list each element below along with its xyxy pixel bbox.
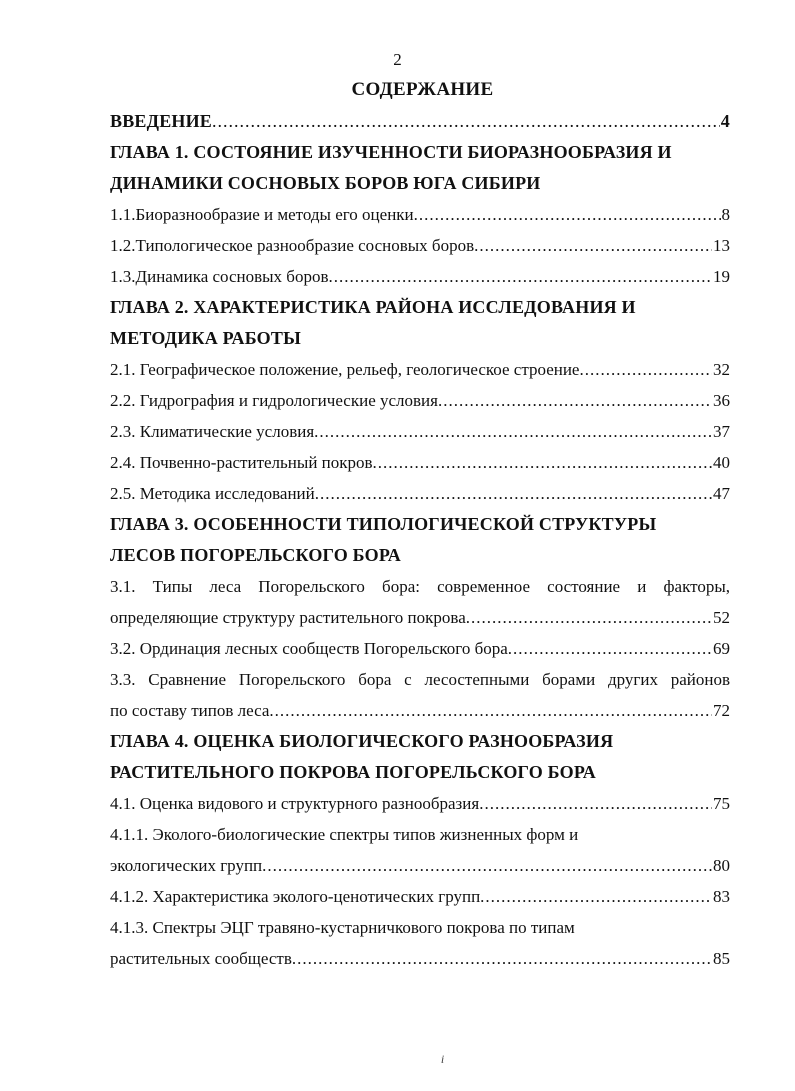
toc-leader-dots <box>212 106 720 137</box>
toc-entry-title: растительных сообществ <box>110 949 292 968</box>
toc-entry-title: 2.5. Методика исследований <box>110 484 315 503</box>
toc-leader-dots <box>508 633 712 664</box>
page-title: СОДЕРЖАНИЕ <box>351 79 494 100</box>
toc-line-s3-1a: 3.1. Типы леса Погорельского бора: современное состояние и факторы, <box>110 577 730 596</box>
toc-leader-dots <box>292 943 712 974</box>
toc-leader-dots <box>579 354 712 385</box>
toc-line-ch1-b: ДИНАМИКИ СОСНОВЫХ БОРОВ ЮГА СИБИРИ <box>110 173 541 193</box>
page-number: 2 <box>393 50 402 69</box>
toc-leader-dots <box>315 478 712 509</box>
toc-line-s3-3a: 3.3. Сравнение Погорельского бора с лесостепными борами других районов <box>110 670 730 689</box>
toc-line-s2-1 <box>110 354 730 385</box>
toc-page-number: 47 <box>713 484 730 503</box>
toc-page-number: 36 <box>713 391 730 410</box>
toc-line-s2-3 <box>110 416 730 447</box>
toc-line-s3-1b <box>110 602 730 633</box>
toc-leader-dots <box>262 850 712 881</box>
toc-line-ch2-b: МЕТОДИКА РАБОТЫ <box>110 328 301 348</box>
toc-entry-title: экологических групп <box>110 856 263 875</box>
table-of-contents <box>110 106 730 974</box>
toc-page-number: 80 <box>713 856 730 875</box>
toc-entry-title: 2.1. Географическое положение, рельеф, геологическое строение <box>110 360 580 379</box>
toc-line-s3-3b <box>110 695 730 726</box>
toc-line-ch4-b: РАСТИТЕЛЬНОГО ПОКРОВА ПОГОРЕЛЬСКОГО БОРА <box>110 762 596 782</box>
toc-page-number: 72 <box>713 701 730 720</box>
toc-leader-dots <box>466 602 712 633</box>
toc-line-s4-1 <box>110 788 730 819</box>
toc-leader-dots <box>328 261 712 292</box>
toc-line-s2-2 <box>110 385 730 416</box>
toc-entry-title: 4.1.2. Характеристика эколого-ценотических групп <box>110 887 481 906</box>
toc-entry-title: определяющие структуру растительного покрова <box>110 608 466 627</box>
toc-line-ch3-b: ЛЕСОВ ПОГОРЕЛЬСКОГО БОРА <box>110 545 401 565</box>
toc-page-number: 83 <box>713 887 730 906</box>
toc-line-ch3-a: ГЛАВА 3. ОСОБЕННОСТИ ТИПОЛОГИЧЕСКОЙ СТРУКТУРЫ <box>110 514 657 534</box>
toc-page-number: 19 <box>713 267 730 286</box>
toc-page-number: 85 <box>713 949 730 968</box>
toc-line-ch2-a: ГЛАВА 2. ХАРАКТЕРИСТИКА РАЙОНА ИССЛЕДОВАНИЯ И <box>110 297 636 317</box>
toc-page-number: 69 <box>713 639 730 658</box>
toc-leader-dots <box>269 695 712 726</box>
toc-page-number: 75 <box>713 794 730 813</box>
toc-leader-dots <box>373 447 712 478</box>
toc-line-s4-1-1b <box>110 850 730 881</box>
toc-leader-dots <box>314 416 712 447</box>
toc-page-number: 40 <box>713 453 730 472</box>
toc-leader-dots <box>414 199 721 230</box>
toc-leader-dots <box>438 385 712 416</box>
toc-page-number: 52 <box>713 608 730 627</box>
toc-line-s2-4 <box>110 447 730 478</box>
toc-line-s4-1-1a: 4.1.1. Эколого-биологические спектры типов жизненных форм и <box>110 825 579 844</box>
toc-line-s1-1 <box>110 199 730 230</box>
toc-leader-dots <box>474 230 712 261</box>
toc-entry-title: 2.3. Климатические условия <box>110 422 315 441</box>
toc-entry-title: ВВЕДЕНИЕ <box>110 111 213 131</box>
footer-mark: i <box>440 1052 445 1066</box>
toc-page-number: 37 <box>713 422 730 441</box>
toc-page-number: 8 <box>721 205 730 224</box>
toc-line-ch1-a: ГЛАВА 1. СОСТОЯНИЕ ИЗУЧЕННОСТИ БИОРАЗНООБРАЗИЯ И <box>110 142 672 162</box>
toc-leader-dots <box>480 881 712 912</box>
toc-line-s3-2 <box>110 633 730 664</box>
toc-entry-title: по составу типов леса <box>110 701 270 720</box>
toc-line-s4-1-2 <box>110 881 730 912</box>
toc-entry-title: 3.2. Ординация лесных сообществ Погорельского бора <box>110 639 508 658</box>
toc-entry-title: 2.2. Гидрография и гидрологические условия <box>110 391 438 410</box>
toc-line-s2-5 <box>110 478 730 509</box>
toc-leader-dots <box>479 788 712 819</box>
toc-entry-title: 1.1.Биоразнообразие и методы его оценки <box>110 205 414 224</box>
toc-line-s4-1-3b <box>110 943 730 974</box>
toc-entry-title: 1.2.Типологическое разнообразие сосновых боров <box>110 236 475 255</box>
toc-page-number: 13 <box>713 236 730 255</box>
toc-entry-title: 1.3.Динамика сосновых боров <box>110 267 329 286</box>
toc-entry-title: 4.1. Оценка видового и структурного разнообразия <box>110 794 480 813</box>
toc-page-number: 4 <box>720 111 730 131</box>
toc-line-intro <box>110 106 730 137</box>
toc-line-ch4-a: ГЛАВА 4. ОЦЕНКА БИОЛОГИЧЕСКОГО РАЗНООБРАЗИЯ <box>110 731 614 751</box>
toc-line-s1-2 <box>110 230 730 261</box>
toc-page-number: 32 <box>713 360 730 379</box>
toc-entry-title: 2.4. Почвенно-растительный покров <box>110 453 373 472</box>
toc-line-s1-3 <box>110 261 730 292</box>
toc-line-s4-1-3a: 4.1.3. Спектры ЭЦГ травяно-кустарничкового покрова по типам <box>110 918 575 937</box>
